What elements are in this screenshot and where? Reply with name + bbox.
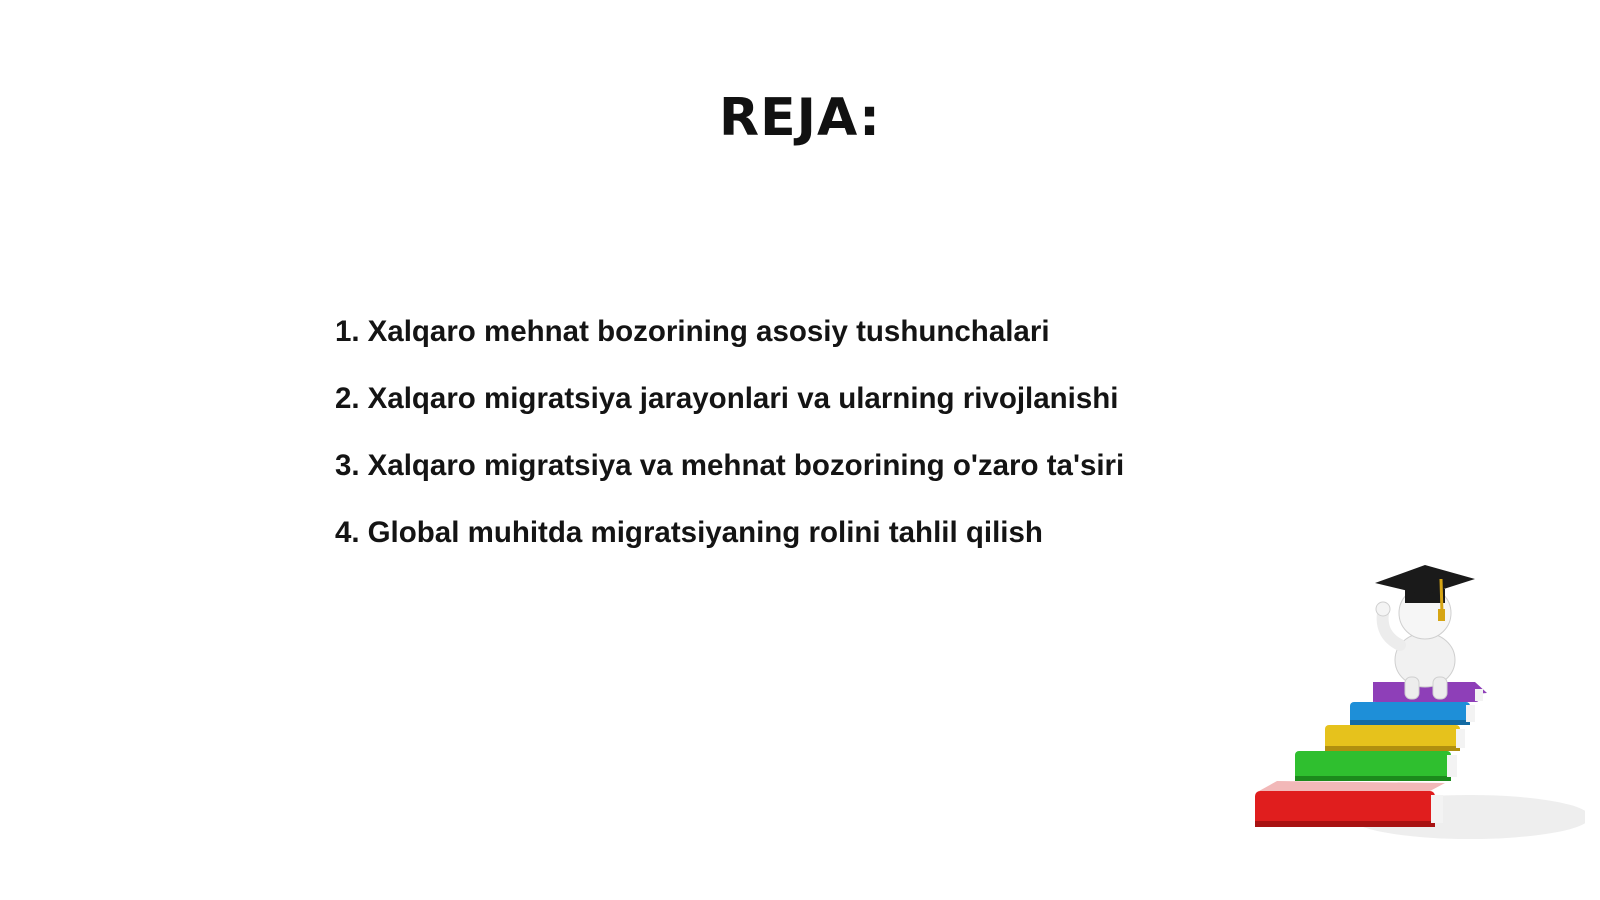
plan-list xyxy=(335,312,1124,580)
green-book-icon xyxy=(1295,751,1457,781)
item-number: 1. xyxy=(335,315,360,348)
slide-title: REJA: xyxy=(719,88,881,148)
item-number: 4. xyxy=(335,516,360,549)
list-item xyxy=(335,379,1124,446)
item-number: 3. xyxy=(335,449,360,482)
blue-book-icon xyxy=(1350,702,1475,725)
red-book-icon xyxy=(1255,781,1445,827)
item-text: Global muhitda migratsiyaning rolini tahlil qilish xyxy=(367,516,1043,549)
yellow-book-icon xyxy=(1325,725,1465,751)
list-item xyxy=(335,446,1124,513)
item-number: 2. xyxy=(335,382,360,415)
item-text: Xalqaro migratsiya va mehnat bozorining o'zaro ta'siri xyxy=(367,449,1125,482)
graduate-on-books-icon xyxy=(1255,565,1585,865)
list-item xyxy=(335,312,1124,379)
item-text: Xalqaro mehnat bozorining asosiy tushunchalari xyxy=(367,315,1050,348)
list-item xyxy=(335,513,1124,580)
item-text: Xalqaro migratsiya jarayonlari va ularning rivojlanishi xyxy=(367,382,1119,415)
